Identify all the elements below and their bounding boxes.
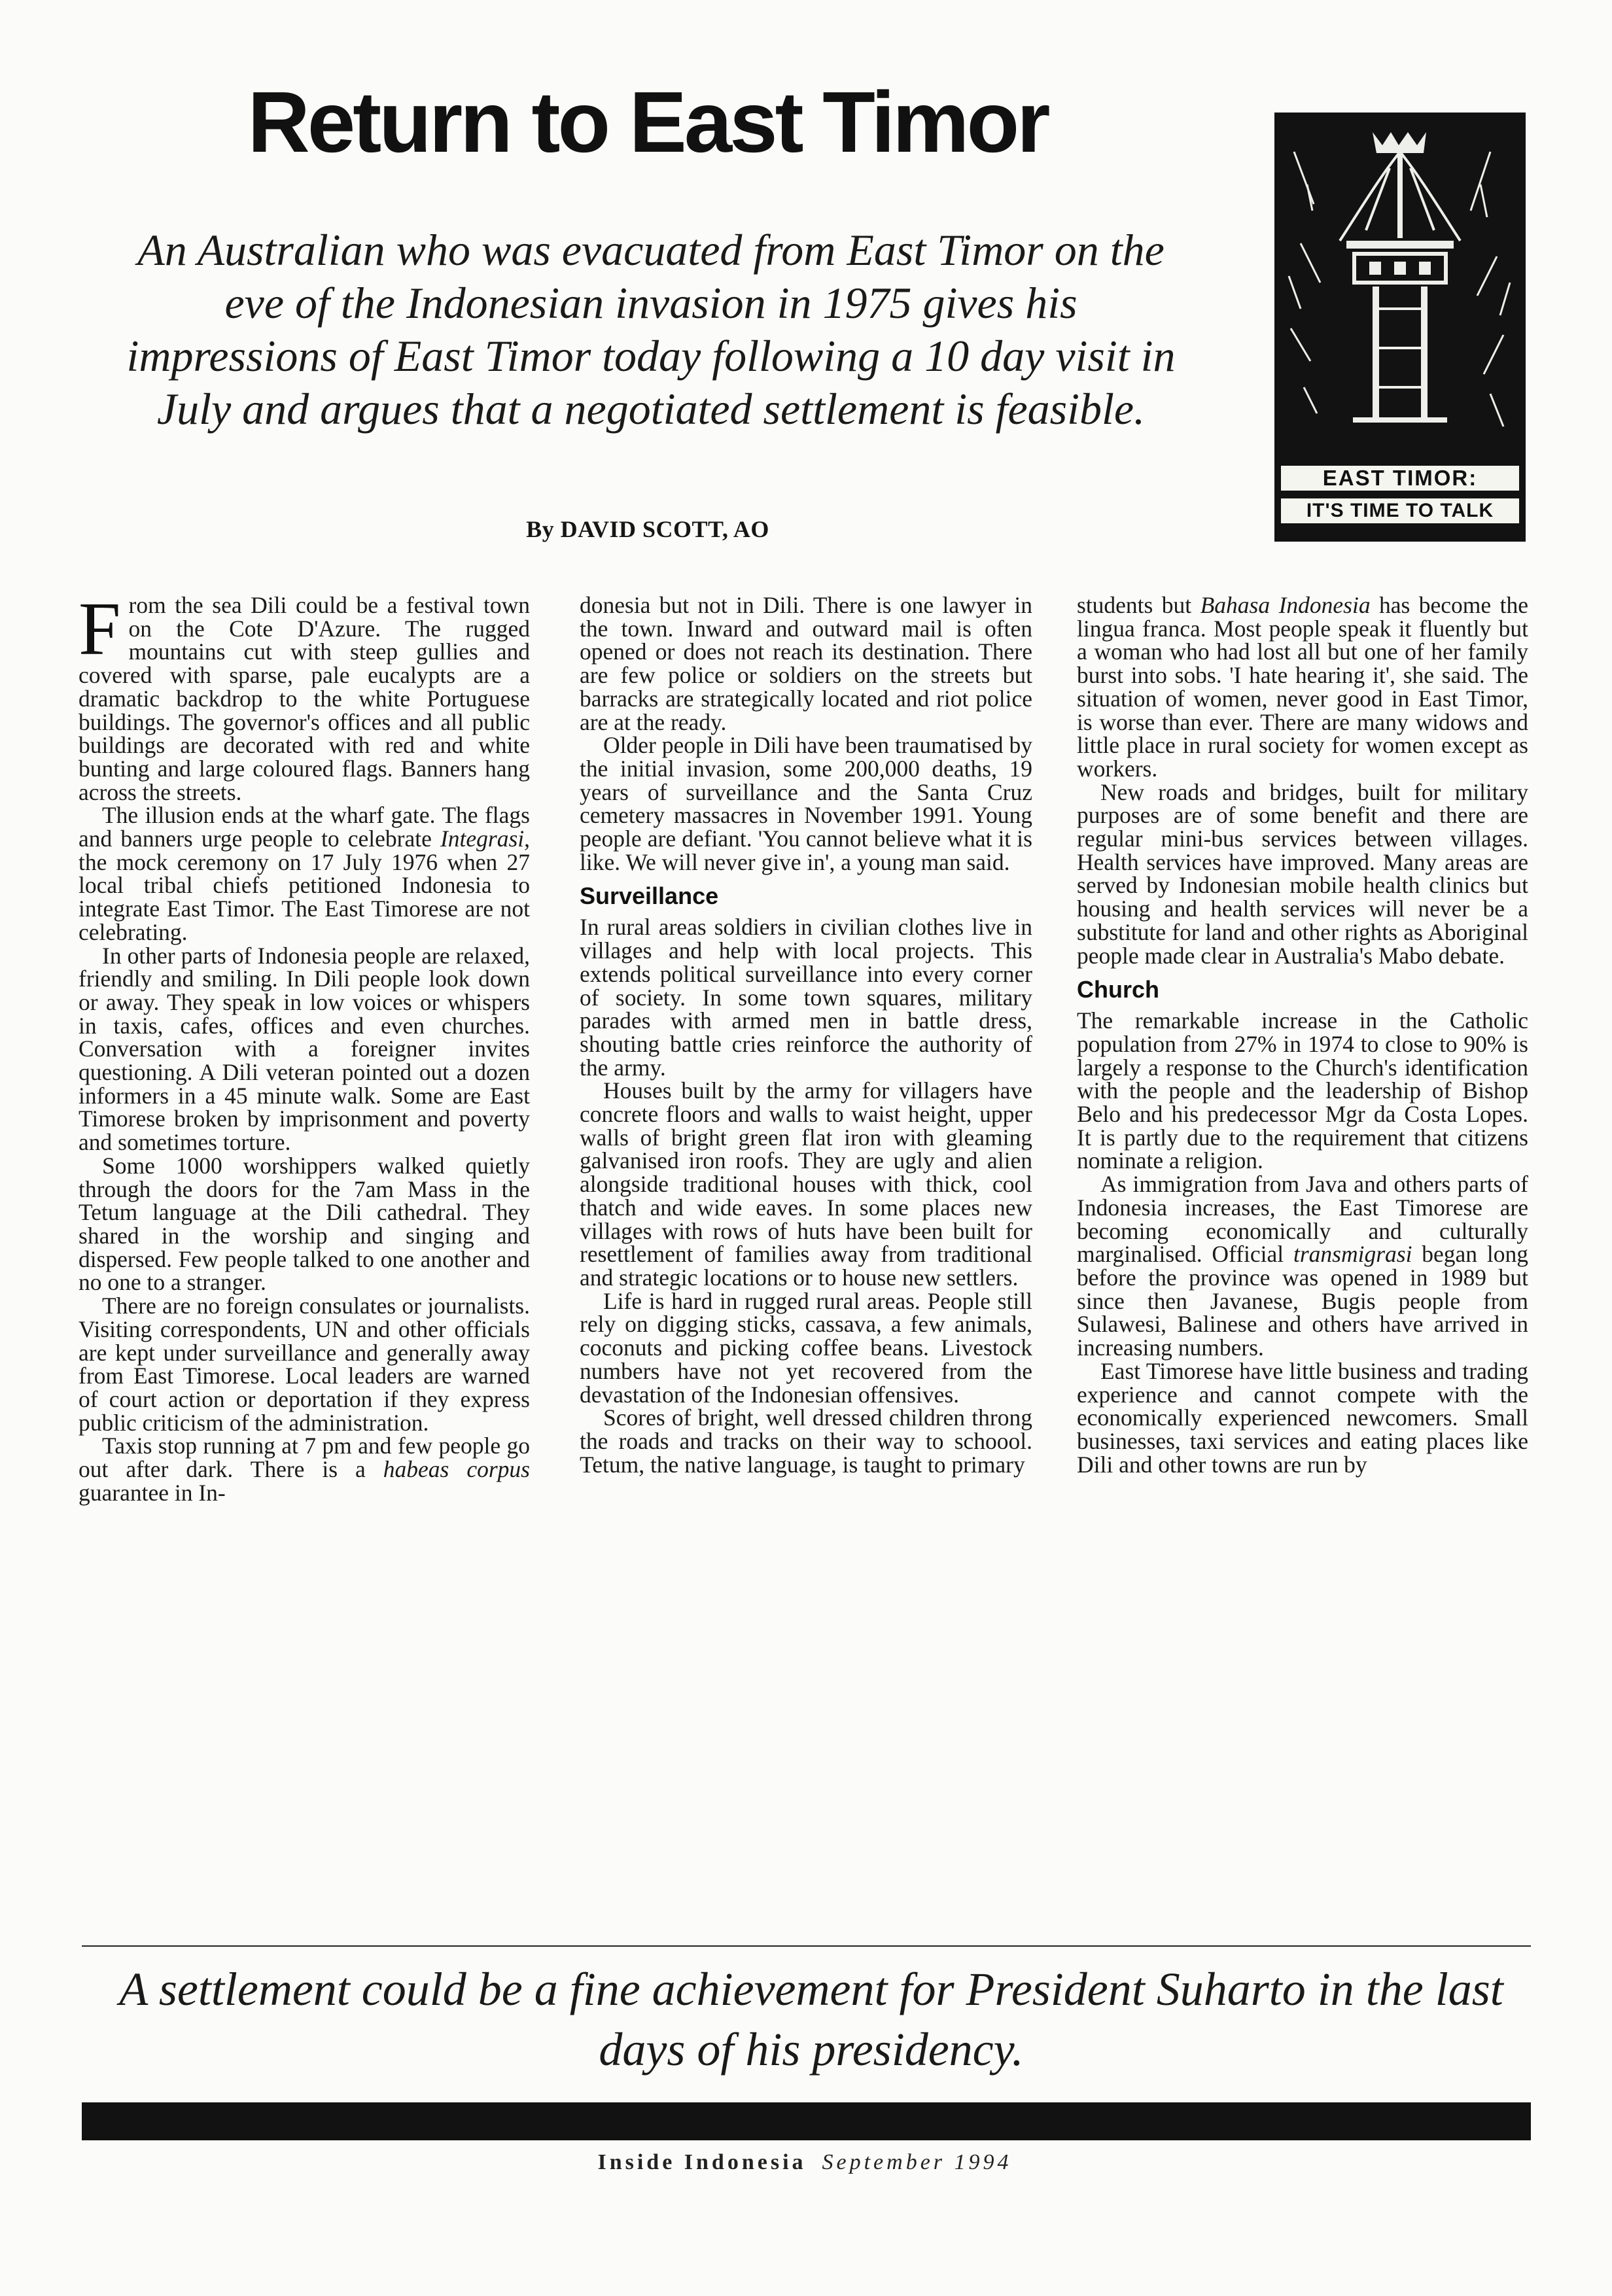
body-paragraph: students but Bahasa Indonesia has become the lingua franca. Most people speak it fluently but a woman who had lost all but one of her family burst into sobs. 'I hate hearing it', she said. The situation of women, never good in East Timor, is worse than ever. There are many widows and little place in rural society for women except as workers. [1077, 594, 1528, 782]
article-title: Return to East Timor [247, 74, 1048, 170]
body-paragraph: Taxis stop running at 7 pm and few people go out after dark. There is a habeas corpus guarantee in In- [79, 1433, 530, 1506]
byline: By DAVID SCOTT, AO [526, 516, 769, 542]
body-paragraph: In other parts of Indonesia people are relaxed, friendly and smiling. In Dili people look down or away. They speak in low voices or whispers in taxis, cafes, offices and even churches. Conversation with a foreigner invites questioning. A Dili veteran pointed out a dozen informers in a 45 minute walk. Some are East Timorese broken by imprisonment and poverty and sometimes torture. [79, 942, 530, 1156]
issue-date: September 1994 [822, 2150, 1012, 2174]
body-paragraph: Scores of bright, well dressed children throng the roads and tracks on their way to schoool. Tetum, the native language, is taught to primary [580, 1404, 1032, 1478]
publication-name: Inside Indonesia [597, 2150, 807, 2174]
article-column-1 [79, 594, 530, 1928]
body-paragraph: Houses built by the army for villagers have concrete floors and walls to waist height, upper walls of bright green flat iron with gleaming galvanised iron roofs. They are ugly and alien alongside traditional houses with thick, cool thatch and wide eaves. In some places new villages with rows of huts have been built for resettlement of families away from traditional and strategic locations or to house new settlers. [580, 1077, 1032, 1291]
body-paragraph: New roads and bridges, built for military purposes are of some benefit and there are regular mini-bus services between villages. Health services have improved. Many areas are served by Indonesian mobile health clinics but housing and health services will never be a substitute for land and other rights as Aboriginal people made clear in Australia's Mabo debate. [1077, 778, 1528, 969]
east-timor-badge [1274, 113, 1526, 542]
body-paragraph: In rural areas soldiers in civilian clothes live in villages and help with local projects. This extends political surveillance into every corner of society. In some town squares, military parades with armed men in battle dress, shouting battle cries reinforce the authority of the army. [580, 914, 1032, 1081]
pull-quote: A settlement could be a fine achievement for President Suharto in the last days of his presidency. [119, 1963, 1503, 2076]
body-paragraph: Some 1000 worshippers walked quietly through the doors for the 7am Mass in the Tetum language at the Dili cathedral. They shared in the worship and singing and dispersed. Few people talked to one another and no one to a stranger. [79, 1152, 530, 1296]
body-paragraph: Older people in Dili have been traumatised by the initial invasion, some 200,000 deaths, 19 years of surveillance and the Santa Cruz cemetery massacres in November 1991. Young people are defiant. 'You cannot believe what it is like. We will never give in', a young man said. [580, 732, 1032, 875]
body-paragraph: From the sea Dili could be a festival town on the Cote D'Azure. The rugged mountains cut with steep gullies and covered with sparse, pale eucalypts are a dramatic backdrop to the white Portuguese buildings. The governor's offices and all public buildings are decorated with red and white bunting and large coloured flags. Banners hang across the streets. [79, 594, 530, 805]
footer-bar [82, 2102, 1531, 2140]
drop-cap: F [79, 594, 121, 671]
body-paragraph: The illusion ends at the wharf gate. The flags and banners urge people to celebrate Integrasi, the mock ceremony on 17 July 1976 when 27 local tribal chiefs petitioned Indonesia to integrate East Timor. The East Timorese are not celebrating. [79, 802, 530, 945]
section-heading-church: Church [1077, 976, 1159, 1003]
body-paragraph: donesia but not in Dili. There is one lawyer in the town. Inward and outward mail is often opened or does not reach its destination. There are few police or soldiers on the streets but barracks are strategically located and riot police are at the ready. [580, 594, 1032, 735]
traditional-house-illustration [1274, 113, 1526, 459]
body-paragraph: There are no foreign consulates or journalists. Visiting correspondents, UN and other officials are kept under surveillance and generally away from East Timorese. Local leaders are warned of court action or deportation if they express public criticism of the administration. [79, 1293, 530, 1436]
divider-rule [82, 1945, 1531, 1947]
section-heading-surveillance: Surveillance [580, 882, 719, 910]
badge-slogan: IT'S TIME TO TALK [1281, 498, 1519, 523]
article-column-2 [580, 594, 1032, 1928]
article-column-3 [1077, 594, 1528, 1928]
body-paragraph: The remarkable increase in the Catholic population from 27% in 1974 to close to 90% is largely a response to the Church's identification with the people and the leadership of Bishop Belo and his predecessor Mgr da Costa Lopes. It is partly due to the requirement that citizens nominate a religion. [1077, 1007, 1528, 1174]
standfirst: An Australian who was evacuated from East Timor on the eve of the Indonesian invasion in 1975 gives his impressions of East Timor today following a 10 day visit in July and argues that a negotiated settlement is feasible. [126, 225, 1176, 434]
body-paragraph: East Timorese have little business and trading experience and cannot compete with the economically experienced newcomers. Small businesses, taxi services and eating places like Dili and other towns are run by [1077, 1357, 1528, 1478]
body-paragraph: As immigration from Java and others parts of Indonesia increases, the East Timorese are becoming economically and culturally marginalised. Official transmigrasi began long before the province was opened in 1989 but since then Javanese, Bugis people from Sulawesi, Balinese and others have arrived in increasing numbers. [1077, 1171, 1528, 1361]
badge-headline: EAST TIMOR: [1281, 466, 1519, 491]
body-paragraph: Life is hard in rugged rural areas. People still rely on digging sticks, cassava, a few animals, coconuts and picking coffee beans. Livestock numbers have not yet recovered from the devastation of the Indonesian offensives. [580, 1287, 1032, 1408]
page-footer [340, 2150, 1269, 2175]
